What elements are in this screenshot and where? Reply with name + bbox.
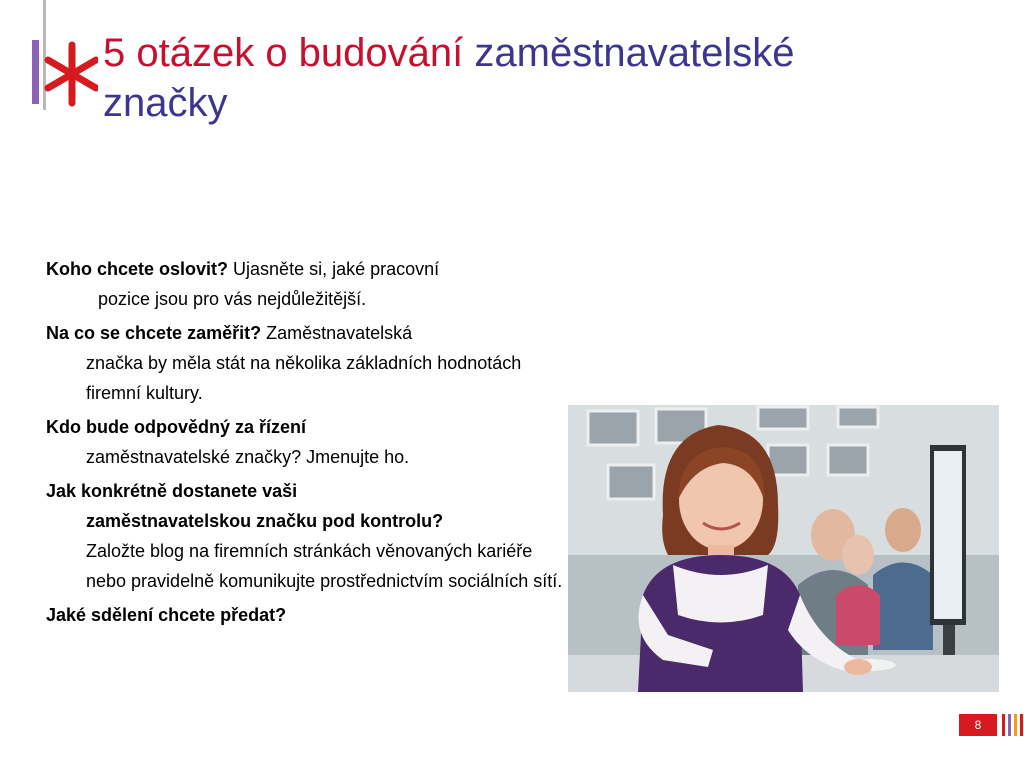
question-heading: Koho chcete oslovit? [46,259,229,279]
page-number: 8 [959,714,997,736]
question-text: Založte blog na firemních stránkách věnovaných kariéře nebo pravidelně komunikujte prostřednictvím sociálních sítí. [86,541,563,591]
question-text: Zaměstnavatelská [261,323,413,343]
title-part-blue: zaměstnavatelské [474,31,795,75]
question-text-cont: zaměstnavatelské značky? Jmenujte ho. [86,447,410,467]
office-woman-computer-photo [568,405,999,692]
question-heading-cont: zaměstnavatelskou značku pod kontrolu? [86,511,444,531]
question-list [46,254,566,634]
question-heading: Jaké sdělení chcete předat? [46,605,287,625]
question-item [46,476,566,596]
question-text: Ujasněte si, jaké pracovní [228,259,440,279]
question-text-cont: značka by měla stát na několika základních hodnotách firemní kultury. [86,353,522,403]
asterisk-logo-icon [26,0,98,110]
question-item [46,412,566,472]
question-heading: Kdo bude odpovědný za řízení [46,417,307,437]
question-text-cont [46,506,566,596]
question-item [46,600,566,630]
question-text-cont: pozice jsou pro vás nejdůležitější. [98,289,367,309]
page-title [103,28,983,128]
title-part-red: 5 otázek o budování [103,31,475,75]
question-heading: Na co se chcete zaměřit? [46,323,262,343]
question-heading: Jak konkrétně dostanete vaši [46,481,298,501]
stripes-decoration-icon [1001,714,1024,736]
question-item [46,318,566,408]
title-part-blue-line2: značky [103,81,228,125]
question-item [46,254,566,314]
